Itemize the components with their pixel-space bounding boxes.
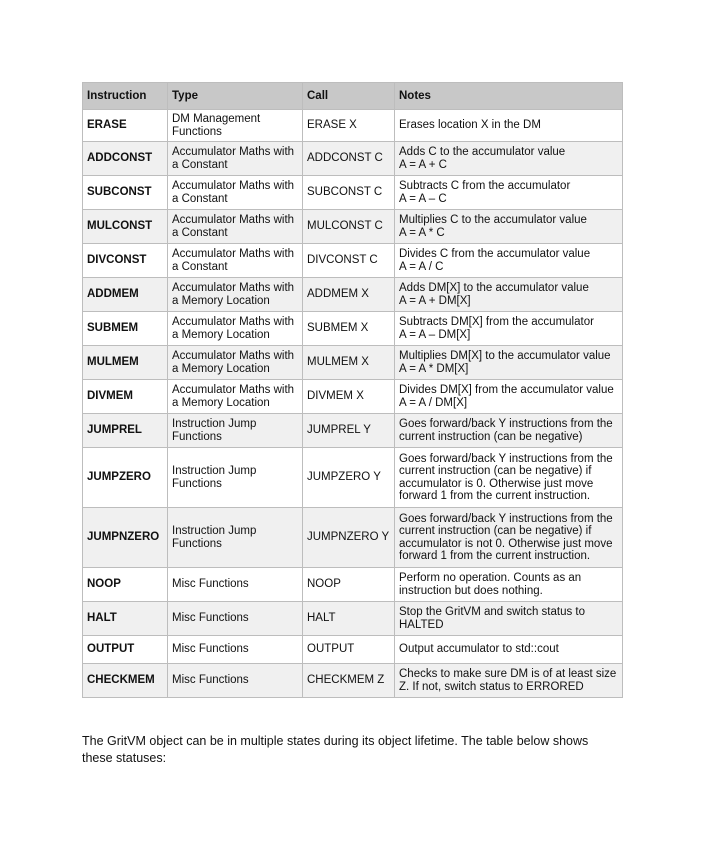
header-notes: Notes	[395, 83, 623, 110]
header-type: Type	[168, 83, 303, 110]
instruction-type-cell: Misc Functions	[168, 568, 303, 602]
instruction-notes-cell	[395, 142, 623, 176]
table-row	[83, 448, 623, 508]
instruction-call-cell: ADDMEM X	[303, 278, 395, 312]
notes-line: A = A * C	[399, 226, 445, 239]
instruction-name-cell: CHECKMEM	[83, 664, 168, 698]
notes-line: Multiplies DM[X] to the accumulator value	[399, 350, 611, 362]
table-row	[83, 110, 623, 142]
instruction-name-cell: SUBCONST	[83, 176, 168, 210]
instruction-name-cell: MULMEM	[83, 346, 168, 380]
notes-line: Divides DM[X] from the accumulator value	[399, 384, 614, 396]
instruction-call-cell: CHECKMEM Z	[303, 664, 395, 698]
instruction-type-cell: Instruction Jump Functions	[168, 448, 303, 508]
instruction-call-cell: DIVMEM X	[303, 380, 395, 414]
instruction-notes-cell	[395, 568, 623, 602]
instruction-name-cell: HALT	[83, 602, 168, 636]
instruction-call-cell: DIVCONST C	[303, 244, 395, 278]
instruction-notes-cell	[395, 636, 623, 664]
instruction-type-cell: Misc Functions	[168, 602, 303, 636]
notes-line: A = A + C	[399, 158, 447, 171]
notes-line: Perform no operation. Counts as an instruction but does nothing.	[399, 572, 582, 597]
notes-line: Divides C from the accumulator value	[399, 248, 591, 260]
instruction-name-cell: JUMPREL	[83, 414, 168, 448]
notes-line: Adds DM[X] to the accumulator value	[399, 282, 589, 294]
instruction-notes-cell	[395, 110, 623, 142]
instruction-notes-cell	[395, 278, 623, 312]
table-body	[83, 110, 623, 698]
notes-line: Multiplies C to the accumulator value	[399, 214, 587, 226]
instruction-call-cell: SUBMEM X	[303, 312, 395, 346]
instruction-notes-cell	[395, 244, 623, 278]
instruction-name-cell: ADDCONST	[83, 142, 168, 176]
instruction-call-cell: MULCONST C	[303, 210, 395, 244]
instruction-notes-cell	[395, 346, 623, 380]
instruction-call-cell: ERASE X	[303, 110, 395, 142]
instruction-notes-cell	[395, 176, 623, 210]
instruction-notes-cell	[395, 380, 623, 414]
instruction-type-cell: Accumulator Maths with a Constant	[168, 244, 303, 278]
notes-line: Checks to make sure DM is of at least size Z. If not, switch status to ERRORED	[399, 668, 617, 693]
table-row	[83, 312, 623, 346]
table-row	[83, 380, 623, 414]
instruction-notes-cell	[395, 664, 623, 698]
instruction-type-cell: Accumulator Maths with a Memory Location	[168, 312, 303, 346]
header-call: Call	[303, 83, 395, 110]
notes-line: Subtracts DM[X] from the accumulator	[399, 316, 594, 328]
notes-line: A = A / C	[399, 260, 444, 273]
instruction-notes-cell	[395, 508, 623, 568]
notes-line: Goes forward/back Y instructions from the current instruction (can be negative) if accumulator is 0. Otherwise just move forward 1 from the current instruction.	[399, 452, 613, 502]
table-row	[83, 176, 623, 210]
instruction-call-cell: SUBCONST C	[303, 176, 395, 210]
instruction-type-cell: Misc Functions	[168, 664, 303, 698]
table-header-row	[83, 83, 623, 110]
table-row	[83, 142, 623, 176]
table-row	[83, 664, 623, 698]
instruction-call-cell: OUTPUT	[303, 636, 395, 664]
instruction-call-cell: ADDCONST C	[303, 142, 395, 176]
instruction-notes-cell	[395, 414, 623, 448]
notes-line: Stop the GritVM and switch status to HALTED	[399, 606, 585, 631]
notes-line: Goes forward/back Y instructions from the current instruction (can be negative)	[399, 418, 613, 443]
statuses-intro-paragraph: The GritVM object can be in multiple states during its object lifetime. The table below shows these statuses:	[82, 733, 589, 765]
table-row	[83, 508, 623, 568]
instruction-notes-cell	[395, 312, 623, 346]
instruction-call-cell: NOOP	[303, 568, 395, 602]
instruction-call-cell: JUMPZERO Y	[303, 448, 395, 508]
notes-line: Goes forward/back Y instructions from the current instruction (can be negative) if accumulator is not 0. Otherwise just move forward 1 from the current instruction.	[399, 512, 613, 562]
instruction-type-cell: Instruction Jump Functions	[168, 414, 303, 448]
notes-line: Output accumulator to std::cout	[399, 643, 559, 656]
instruction-notes-cell	[395, 210, 623, 244]
notes-line: A = A + DM[X]	[399, 294, 471, 307]
table-row	[83, 278, 623, 312]
instruction-name-cell: OUTPUT	[83, 636, 168, 664]
notes-line: Subtracts C from the accumulator	[399, 180, 571, 192]
instruction-notes-cell	[395, 602, 623, 636]
instruction-name-cell: JUMPZERO	[83, 448, 168, 508]
instruction-table	[82, 82, 623, 698]
table-row	[83, 568, 623, 602]
instruction-type-cell: Accumulator Maths with a Constant	[168, 176, 303, 210]
instruction-type-cell: Accumulator Maths with a Memory Location	[168, 380, 303, 414]
header-instruction: Instruction	[83, 83, 168, 110]
table-row	[83, 414, 623, 448]
notes-line: A = A – DM[X]	[399, 328, 471, 341]
instruction-call-cell: HALT	[303, 602, 395, 636]
instruction-call-cell: MULMEM X	[303, 346, 395, 380]
table-row	[83, 346, 623, 380]
table-row	[83, 244, 623, 278]
instruction-name-cell: NOOP	[83, 568, 168, 602]
instruction-type-cell: Accumulator Maths with a Constant	[168, 142, 303, 176]
notes-line: A = A * DM[X]	[399, 362, 469, 375]
instruction-notes-cell	[395, 448, 623, 508]
instruction-type-cell: Accumulator Maths with a Memory Location	[168, 278, 303, 312]
instruction-name-cell: MULCONST	[83, 210, 168, 244]
instruction-call-cell: JUMPNZERO Y	[303, 508, 395, 568]
instruction-name-cell: ERASE	[83, 110, 168, 142]
table-row	[83, 602, 623, 636]
table-row	[83, 210, 623, 244]
instruction-type-cell: Accumulator Maths with a Memory Location	[168, 346, 303, 380]
instruction-call-cell: JUMPREL Y	[303, 414, 395, 448]
instruction-name-cell: DIVCONST	[83, 244, 168, 278]
table-row	[83, 636, 623, 664]
notes-line: Erases location X in the DM	[399, 119, 541, 132]
instruction-name-cell: SUBMEM	[83, 312, 168, 346]
instruction-type-cell: DM Management Functions	[168, 110, 303, 142]
notes-line: Adds C to the accumulator value	[399, 146, 566, 158]
instruction-type-cell: Misc Functions	[168, 636, 303, 664]
notes-line: A = A – C	[399, 192, 447, 205]
instruction-type-cell: Instruction Jump Functions	[168, 508, 303, 568]
notes-line: A = A / DM[X]	[399, 396, 468, 409]
instruction-name-cell: ADDMEM	[83, 278, 168, 312]
instruction-name-cell: JUMPNZERO	[83, 508, 168, 568]
instruction-name-cell: DIVMEM	[83, 380, 168, 414]
instruction-type-cell: Accumulator Maths with a Constant	[168, 210, 303, 244]
